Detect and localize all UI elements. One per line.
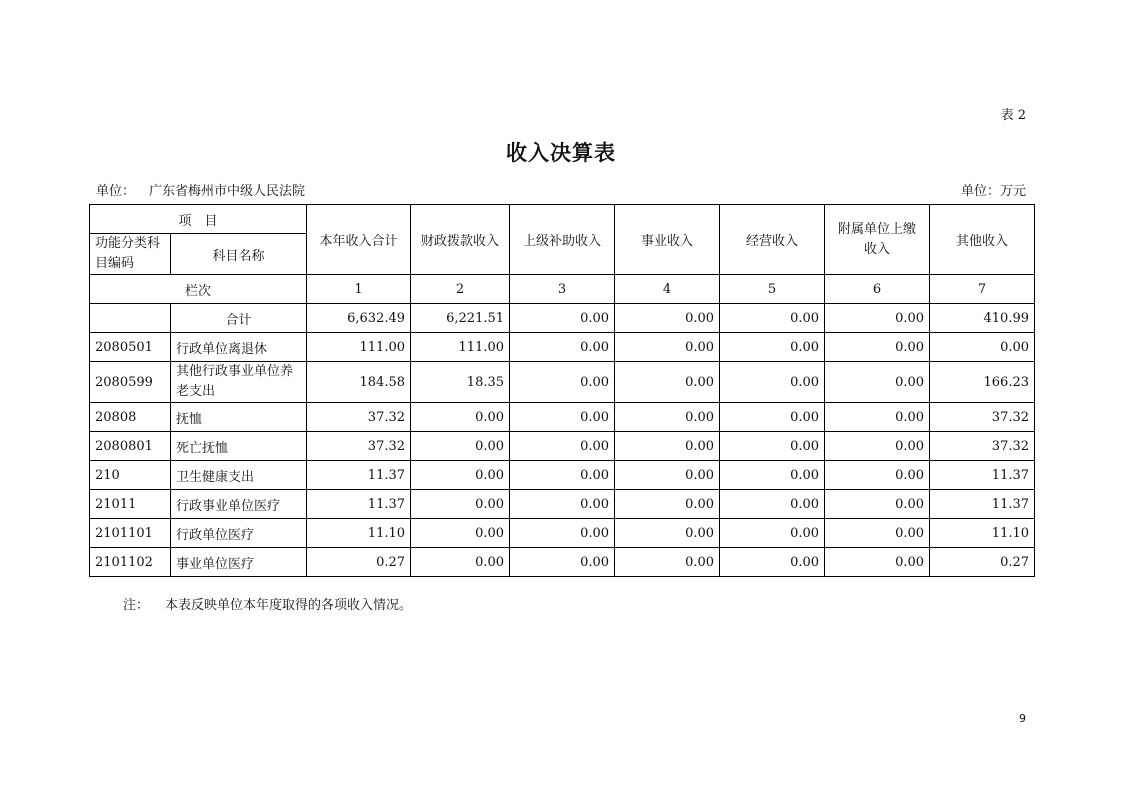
- header-col-1: 本年收入合计: [307, 205, 411, 275]
- row-value-2: 111.00: [411, 333, 510, 362]
- header-col-4: 事业收入: [615, 205, 720, 275]
- total-value-4: 0.00: [615, 304, 720, 333]
- row-value-7: 37.32: [930, 403, 1035, 432]
- row-name: 事业单位医疗: [171, 548, 307, 577]
- table-row: [90, 519, 1035, 548]
- row-value-6: 0.00: [825, 432, 930, 461]
- row-name: 其他行政事业单位养老支出: [171, 362, 307, 403]
- table-row: [90, 461, 1035, 490]
- row-value-2: 0.00: [411, 432, 510, 461]
- row-value-3: 0.00: [510, 548, 615, 577]
- row-value-6: 0.00: [825, 362, 930, 403]
- row-value-3: 0.00: [510, 403, 615, 432]
- page-number: 9: [1019, 712, 1026, 725]
- row-value-7: 0.00: [930, 333, 1035, 362]
- row-value-4: 0.00: [615, 461, 720, 490]
- total-row: [90, 304, 1035, 333]
- col-num-4: 4: [615, 275, 720, 304]
- unit-name: [96, 180, 305, 199]
- row-value-5: 0.00: [720, 519, 825, 548]
- header-item: 项 目: [90, 205, 307, 234]
- header-code: 功能分类科目编码: [90, 234, 171, 275]
- row-value-7: 166.23: [930, 362, 1035, 403]
- note-text: 本表反映单位本年度取得的各项收入情况。: [165, 598, 413, 613]
- header-col-5: 经营收入: [720, 205, 825, 275]
- row-value-3: 0.00: [510, 461, 615, 490]
- row-code: 210: [90, 461, 171, 490]
- table-row: [90, 403, 1035, 432]
- col-num-5: 5: [720, 275, 825, 304]
- row-value-5: 0.00: [720, 362, 825, 403]
- total-value-6: 0.00: [825, 304, 930, 333]
- total-value-7: 410.99: [930, 304, 1035, 333]
- row-code: 2080501: [90, 333, 171, 362]
- row-code: 21011: [90, 490, 171, 519]
- row-value-5: 0.00: [720, 403, 825, 432]
- col-num-1: 1: [307, 275, 411, 304]
- row-code: 2101102: [90, 548, 171, 577]
- row-value-5: 0.00: [720, 548, 825, 577]
- table-row: [90, 548, 1035, 577]
- table-row: [90, 362, 1035, 403]
- col-num-6: 6: [825, 275, 930, 304]
- row-value-7: 0.27: [930, 548, 1035, 577]
- header-col-2: 财政拨款收入: [411, 205, 510, 275]
- row-value-1: 37.32: [307, 403, 411, 432]
- row-value-6: 0.00: [825, 548, 930, 577]
- total-value-2: 6,221.51: [411, 304, 510, 333]
- page-title: 收入决算表: [506, 140, 616, 165]
- row-name: 卫生健康支出: [171, 461, 307, 490]
- row-value-6: 0.00: [825, 403, 930, 432]
- row-value-3: 0.00: [510, 333, 615, 362]
- header-col-3: 上级补助收入: [510, 205, 615, 275]
- row-value-4: 0.00: [615, 362, 720, 403]
- row-value-1: 11.10: [307, 519, 411, 548]
- row-code: 2101101: [90, 519, 171, 548]
- row-value-4: 0.00: [615, 403, 720, 432]
- total-value-3: 0.00: [510, 304, 615, 333]
- row-name: 行政事业单位医疗: [171, 490, 307, 519]
- row-value-4: 0.00: [615, 519, 720, 548]
- col-label: 栏次: [90, 275, 307, 304]
- row-name: 死亡抚恤: [171, 432, 307, 461]
- row-value-5: 0.00: [720, 333, 825, 362]
- row-value-6: 0.00: [825, 333, 930, 362]
- row-code: 2080801: [90, 432, 171, 461]
- row-value-1: 11.37: [307, 490, 411, 519]
- row-value-4: 0.00: [615, 548, 720, 577]
- table-row: [90, 432, 1035, 461]
- row-value-7: 11.37: [930, 490, 1035, 519]
- row-value-2: 18.35: [411, 362, 510, 403]
- table-number: 表 2: [1000, 108, 1026, 123]
- note-label: 注：: [123, 598, 150, 613]
- header-col-6: 附属单位上缴收入: [825, 205, 930, 275]
- unit-value: 广东省梅州市中级人民法院: [149, 184, 306, 199]
- row-value-1: 11.37: [307, 461, 411, 490]
- row-value-1: 184.58: [307, 362, 411, 403]
- total-label: 合计: [171, 304, 307, 333]
- row-value-6: 0.00: [825, 461, 930, 490]
- row-value-3: 0.00: [510, 490, 615, 519]
- col-num-2: 2: [411, 275, 510, 304]
- currency-unit: 单位：万元: [960, 184, 1026, 199]
- row-value-6: 0.00: [825, 519, 930, 548]
- row-value-2: 0.00: [411, 461, 510, 490]
- col-num-3: 3: [510, 275, 615, 304]
- unit-label: 单位：: [96, 184, 136, 199]
- row-value-4: 0.00: [615, 432, 720, 461]
- total-value-1: 6,632.49: [307, 304, 411, 333]
- row-name: 抚恤: [171, 403, 307, 432]
- row-value-3: 0.00: [510, 432, 615, 461]
- table-row: [90, 333, 1035, 362]
- row-code: 20808: [90, 403, 171, 432]
- income-table: [89, 204, 1035, 577]
- row-value-5: 0.00: [720, 490, 825, 519]
- row-value-4: 0.00: [615, 333, 720, 362]
- row-value-7: 11.10: [930, 519, 1035, 548]
- header-name: 科目名称: [171, 234, 307, 275]
- row-value-2: 0.00: [411, 519, 510, 548]
- row-value-3: 0.00: [510, 362, 615, 403]
- total-value-5: 0.00: [720, 304, 825, 333]
- header-col-7: 其他收入: [930, 205, 1035, 275]
- total-code: [90, 304, 171, 333]
- row-value-5: 0.00: [720, 432, 825, 461]
- row-value-5: 0.00: [720, 461, 825, 490]
- row-code: 2080599: [90, 362, 171, 403]
- row-value-2: 0.00: [411, 548, 510, 577]
- row-value-3: 0.00: [510, 519, 615, 548]
- row-value-4: 0.00: [615, 490, 720, 519]
- col-num-7: 7: [930, 275, 1035, 304]
- row-value-6: 0.00: [825, 490, 930, 519]
- row-name: 行政单位离退休: [171, 333, 307, 362]
- row-value-1: 111.00: [307, 333, 411, 362]
- row-value-7: 11.37: [930, 461, 1035, 490]
- footnote: [123, 594, 412, 613]
- row-name: 行政单位医疗: [171, 519, 307, 548]
- row-value-7: 37.32: [930, 432, 1035, 461]
- row-value-2: 0.00: [411, 490, 510, 519]
- table-row: [90, 490, 1035, 519]
- row-value-2: 0.00: [411, 403, 510, 432]
- row-value-1: 37.32: [307, 432, 411, 461]
- row-value-1: 0.27: [307, 548, 411, 577]
